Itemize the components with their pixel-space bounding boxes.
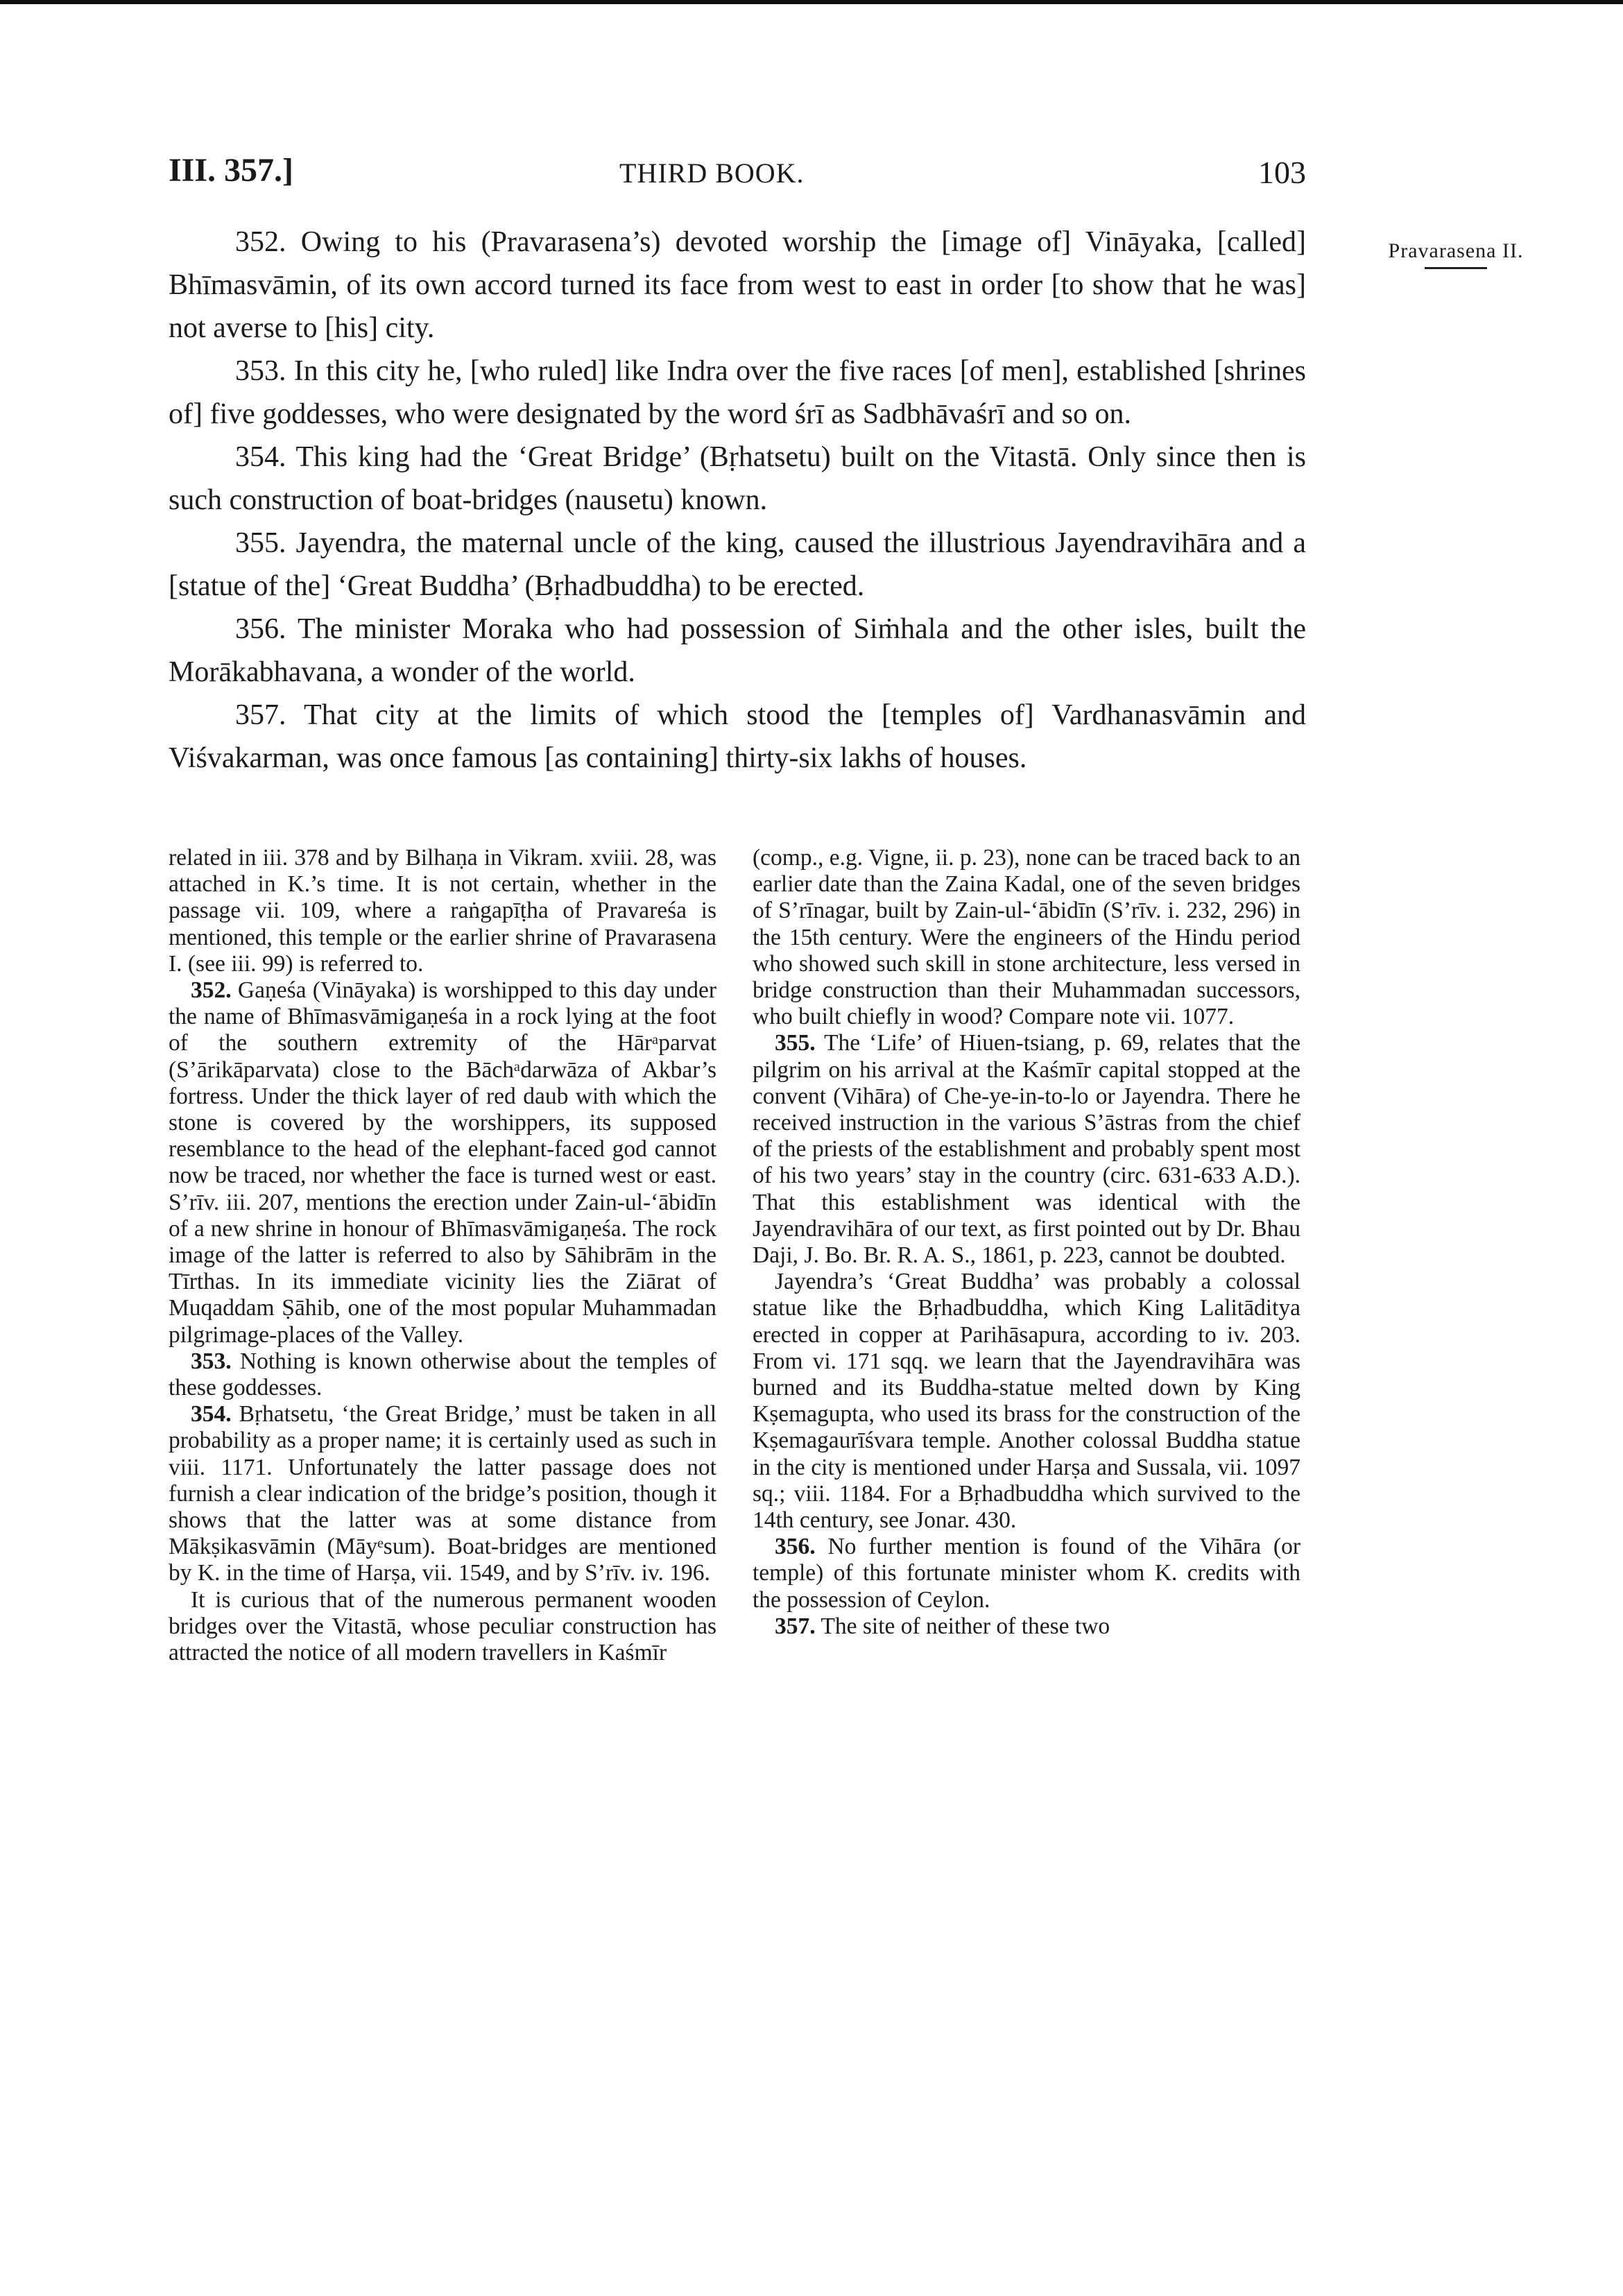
note-paragraph	[169, 977, 716, 1348]
running-title: THIRD BOOK.	[619, 157, 805, 189]
note-paragraph	[169, 845, 716, 977]
verse	[169, 608, 1306, 694]
running-header	[169, 151, 1306, 200]
verse	[169, 694, 1306, 780]
notes-column-right	[753, 845, 1300, 1640]
note-paragraph	[753, 1269, 1300, 1534]
margin-note-text: Pravarasena II.	[1388, 239, 1524, 262]
verse-text: The minister Moraka who had possession of Siṁhala and the other isles, built the Morākabhavana, a wonder of the world.	[169, 613, 1306, 688]
note-text: No further mention is found of the Vihāra (or temple) of this fortunate minister whom K. credits with the possession of Ceylon.	[753, 1534, 1300, 1613]
verse	[169, 350, 1306, 436]
note-paragraph	[753, 845, 1300, 1030]
verse-text: This king had the ‘Great Bridge’ (Bṛhatsetu) built on the Vitastā. Only since then is such construction of boat-bridges (nausetu) known.	[169, 441, 1306, 516]
margin-note-rule	[1425, 267, 1487, 269]
verse	[169, 436, 1306, 522]
note-paragraph	[753, 1613, 1300, 1640]
note-text: Gaṇeśa (Vināyaka) is worshipped to this day under the name of Bhīmasvāmigaṇeśa in a rock lying at the foot of the southern extremity of the Hārᵃparvat (S’ārikāparvata) close to the Bāchᵃdarwāza of Akbar’s fortress. Under the thick layer of red daub with which the stone is covered by the worshippers, its supposed resemblance to the head of the elephant-faced god cannot now be traced, nor whether the face is turned west or east. S’rīv. iii. 207, mentions the erection under Zain-ul-‘ābidīn of a new shrine in honour of Bhīmasvāmigaṇeśa. The rock image of the latter is referred to also by Sāhibrām in the Tīrthas. In its immediate vicinity lies the Ziārat of Muqaddam Ṣāhib, one of the most popular Muhammadan pilgrimage-places of the Valley.	[169, 977, 716, 1348]
verse-number: 357.	[235, 699, 286, 731]
verse-number: 355.	[235, 527, 286, 559]
note-paragraph	[753, 1030, 1300, 1269]
note-number: 352.	[191, 977, 232, 1004]
note-number: 356.	[775, 1534, 816, 1560]
note-number: 355.	[775, 1030, 816, 1056]
verse-text: In this city he, [who ruled] like Indra over the five races [of men], established [shrines of] five goddesses, who were designated by the word śrī as Sadbhāvaśrī and so on.	[169, 355, 1307, 430]
note-text: related in iii. 378 and by Bilhaṇa in Vikram. xviii. 28, was attached in K.’s time. It is not certain, whether in the passage vii. 109, where a raṅgapīṭha of Pravareśa is mentioned, this temple or the earlier shrine of Pravarasena I. (see iii. 99) is referred to.	[169, 845, 716, 977]
note-paragraph	[169, 1348, 716, 1401]
note-paragraph	[169, 1587, 716, 1667]
note-paragraph	[169, 1401, 716, 1586]
note-text: Jayendra’s ‘Great Buddha’ was probably a colossal statue like the Bṛhadbuddha, which King Lalitāditya erected in copper at Parihāsapura, according to iv. 203. From vi. 171 sqq. we learn that the Jayendravihāra was burned and its Buddha-statue melted down by King Kṣemagupta, who used its brass for the construction of the Kṣemagaurīśvara temple. Another colossal Buddha statue in the city is mentioned under Harṣa and Sussala, vii. 1097 sq.; viii. 1184. For a Bṛhadbuddha which survived to the 14th century, see Jonar. 430.	[753, 1269, 1300, 1534]
note-paragraph	[753, 1534, 1300, 1613]
verse	[169, 221, 1306, 350]
verse-block	[169, 221, 1306, 780]
note-text: The site of neither of these two	[821, 1613, 1110, 1639]
page-number: 103	[1258, 155, 1306, 190]
note-text: It is curious that of the numerous permanent wooden bridges over the Vitastā, whose peculiar construction has attracted the notice of all modern travellers in Kaśmīr	[169, 1586, 716, 1666]
verse	[169, 522, 1306, 608]
verse-number: 353.	[235, 355, 286, 387]
margin-note	[1341, 239, 1570, 269]
note-number: 353.	[191, 1348, 232, 1374]
note-text: Nothing is known otherwise about the temples of these goddesses.	[169, 1348, 716, 1401]
verse-text: That city at the limits of which stood the [temples of] Vardhanasvāmin and Viśvakarman, was once famous [as containing] thirty-six lakhs of houses.	[169, 699, 1306, 774]
page-top-border	[0, 0, 1623, 4]
notes-column-left	[169, 845, 716, 1666]
note-text: (comp., e.g. Vigne, ii. p. 23), none can be traced back to an earlier date than the Zaina Kadal, one of the seven bridges of S’rīnagar, built by Zain-ul-‘ābidīn (S’rīv. i. 232, 296) in the 15th century. Were the engineers of the Hindu period who showed such skill in stone architecture, less versed in bridge construction than their Muhammadan successors, who built chiefly in wood? Compare note vii. 1077.	[753, 845, 1300, 1030]
verse-number: 352.	[235, 226, 286, 258]
note-text: Bṛhatsetu, ‘the Great Bridge,’ must be taken in all probability as a proper name; it is certainly used as such in viii. 1171. Unfortunately the latter passage does not furnish a clear indication of the bridge’s position, though it shows that the latter was at some distance from Mākṣikasvāmin (Māyᵉsum). Boat-bridges are mentioned by K. in the time of Harṣa, vii. 1549, and by S’rīv. iv. 196.	[169, 1401, 716, 1586]
verse-text: Owing to his (Pravarasena’s) devoted worship the [image of] Vināyaka, [called] Bhīmasvāmin, of its own accord turned its face from west to east in order [to show that he was] not averse to [his] city.	[169, 226, 1307, 344]
verse-number: 356.	[235, 613, 286, 645]
section-reference: III. 357.]	[169, 152, 294, 189]
note-number: 354.	[191, 1401, 232, 1428]
note-text: The ‘Life’ of Hiuen-tsiang, p. 69, relates that the pilgrim on his arrival at the Kaśmīr capital stopped at the convent (Vihāra) of Che-ye-in-to-lo or Jayendra. There he received instruction in the various S’āstras from the chief of the priests of the establishment and probably spent most of his two years’ stay in the country (circ. 631-633 A.D.). That this establishment was identical with the Jayendravihāra of our text, as first pointed out by Dr. Bhau Daji, J. Bo. Br. R. A. S., 1861, p. 223, cannot be doubted.	[753, 1030, 1300, 1269]
verse-text: Jayendra, the maternal uncle of the king, caused the illustrious Jayendravihāra and a [statue of the] ‘Great Buddha’ (Bṛhadbuddha) to be erected.	[169, 527, 1306, 602]
note-number: 357.	[775, 1613, 816, 1639]
verse-number: 354.	[235, 441, 286, 473]
